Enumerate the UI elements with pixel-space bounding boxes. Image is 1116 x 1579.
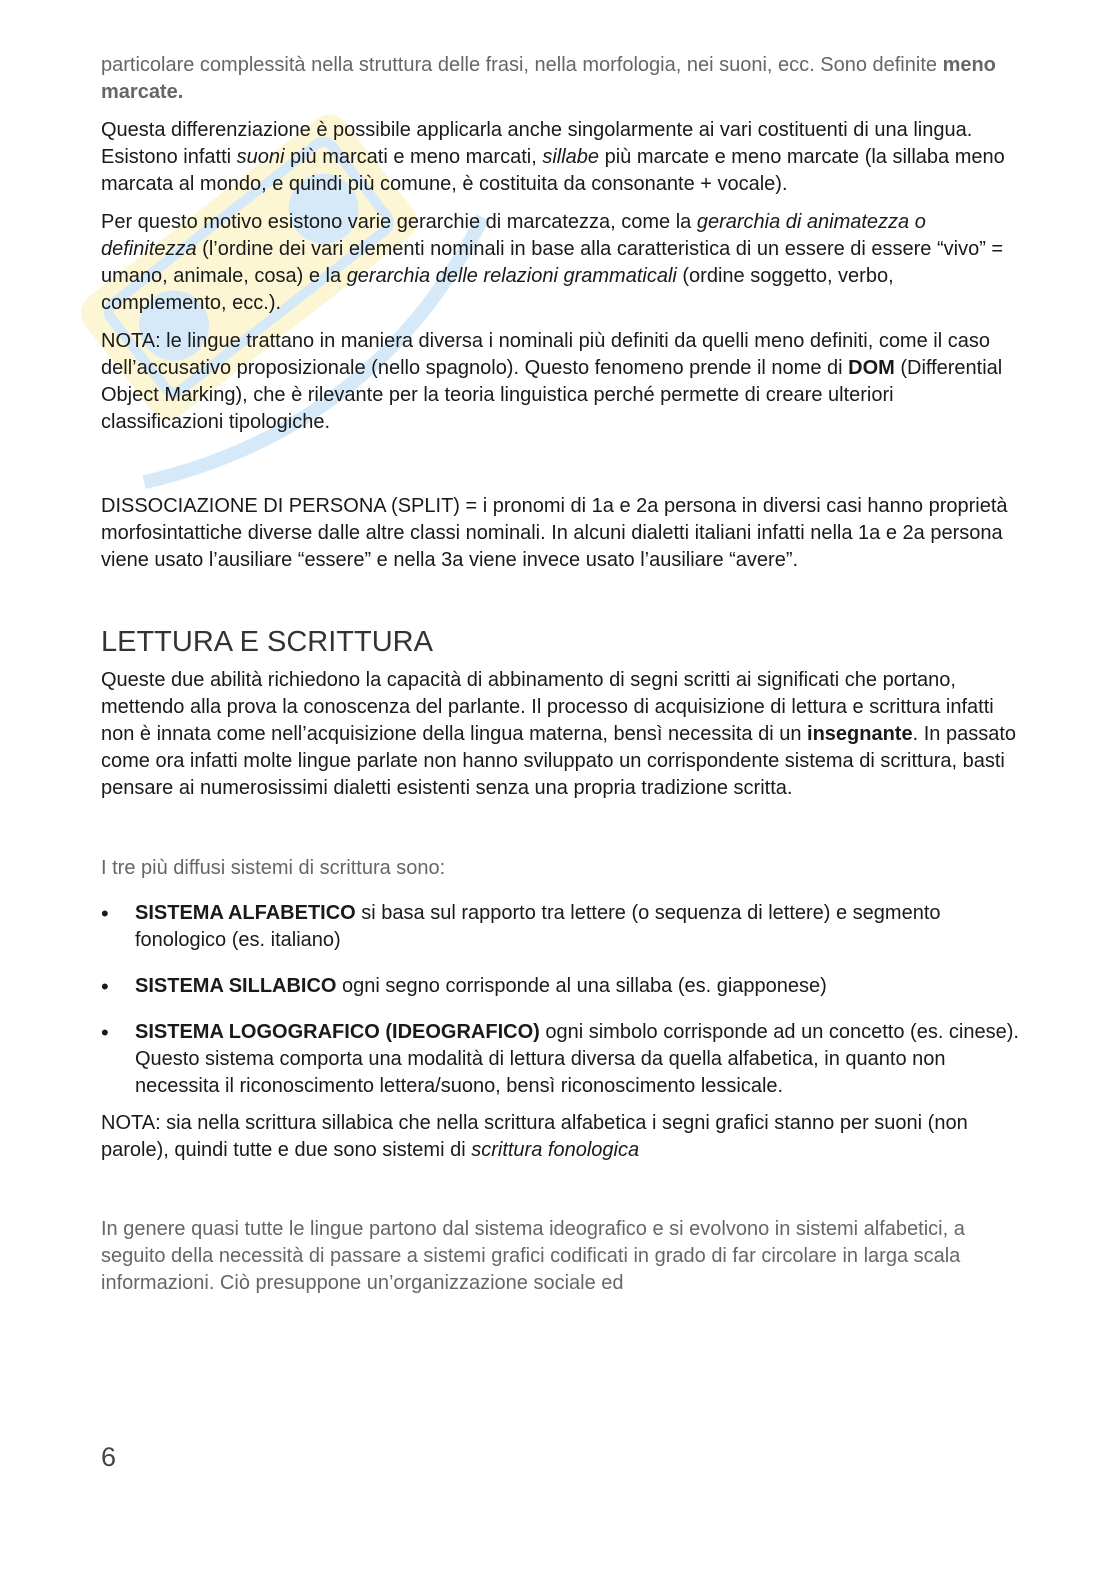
text-run: NOTA: sia nella scrittura sillabica che nella scrittura alfabetica i segni grafici stanno per suoni (non parole), quindi tutte e due sono sistemi di — [101, 1112, 968, 1161]
text-run: (Differential Object Marking), che è rilevante per la teoria linguistica perché permette di creare ulteriori classificazioni tipologiche. — [101, 357, 1003, 433]
text-run: . In passato come ora infatti molte lingue parlate non hanno sviluppato un corrispondente sistema di scrittura, basti pensare ai numerosissimi dialetti esistenti senza una propria tradizione scritta. — [101, 723, 1016, 799]
list-item — [101, 900, 1021, 954]
paragraph-evolution: In genere quasi tutte le lingue partono dal sistema ideografico e si evolvono in sistemi alfabetici, a seguito della necessità di passare a sistemi grafici codificati in grado di far circolare in larga scala informazioni. Ciò presuppone un’organizzazione sociale ed — [101, 1218, 965, 1294]
paragraph-split: DISSOCIAZIONE DI PERSONA (SPLIT) = i pronomi di 1a e 2a persona in diversi casi hanno proprietà morfosintattiche diverse dalle altre classi nominali. In alcuni dialetti italiani infatti nella 1a e 2a persona viene usato l’ausiliare “essere” e nella 3a viene invece usato l’ausiliare “avere”. — [101, 495, 1008, 571]
list-item — [101, 1019, 1021, 1100]
italic-term: suoni — [236, 146, 285, 168]
paragraph-systems-intro: I tre più diffusi sistemi di scrittura sono: — [101, 857, 446, 879]
text-run: Questa differenziazione è possibile applicarla anche singolarmente ai vari costituenti di una lingua. Esistono infatti — [101, 119, 973, 168]
text-run: si basa sul rapporto tra lettere (o sequenza di lettere) e segmento fonologico (es. italiano) — [135, 902, 941, 951]
italic-term: sillabe — [542, 146, 600, 168]
text-run: NOTA: le lingue trattano in maniera diversa i nominali più definiti da quelli meno definiti, come il caso dell’accusativo proposizionale (nello spagnolo). Questo fenomeno prende il nome di — [101, 330, 990, 379]
document-page — [101, 52, 1021, 1297]
bold-term: meno marcate. — [101, 54, 996, 103]
text-run: più marcati e meno marcati, — [284, 146, 543, 168]
paragraph-hierarchies — [101, 209, 1021, 317]
text-run: Queste due abilità richiedono la capacità di abbinamento di segni scritti ai significati che portano, mettendo alla prova la conoscenza del parlante. Il processo di acquisizione di lettura e scrittura infatti non è innata come nell’acquisizione della lingua materna, bensì necessita di un — [101, 669, 994, 745]
paragraph-differentiation — [101, 117, 1021, 198]
bold-term: SISTEMA LOGOGRAFICO (IDEOGRAFICO) — [135, 1021, 540, 1043]
page-number: 6 — [101, 1442, 117, 1472]
paragraph-note-dom — [101, 328, 1021, 436]
italic-term: gerarchia di animatezza o definitezza — [101, 211, 926, 260]
bullet-icon: • — [101, 974, 109, 999]
text-run: ogni segno corrisponde al una sillaba (es. giapponese) — [336, 975, 827, 997]
paragraph-markedness-end — [101, 52, 1021, 106]
bullet-icon: • — [101, 1020, 109, 1045]
text-run: Per questo motivo esistono varie gerarchie di marcatezza, come la — [101, 211, 697, 233]
writing-systems-list — [101, 900, 1021, 1100]
bold-term: DOM — [848, 357, 895, 379]
italic-term: scrittura fonologica — [471, 1139, 640, 1161]
bold-term: insegnante — [807, 723, 913, 745]
bold-term: SISTEMA SILLABICO — [135, 975, 337, 997]
paragraph-reading-writing — [101, 667, 1021, 802]
text-run: più marcate e meno marcate (la sillaba meno marcata al mondo, e quindi più comune, è costituita da consonante + vocale). — [101, 146, 1005, 195]
bold-term: SISTEMA ALFABETICO — [135, 902, 356, 924]
text-run: (l’ordine dei vari elementi nominali in base alla caratteristica di un essere di essere “vivo” = umano, animale, cosa) e la — [101, 238, 1004, 287]
text-run: (ordine soggetto, verbo, complemento, ecc.). — [101, 265, 894, 314]
list-item — [101, 973, 1021, 1000]
text-run: particolare complessità nella struttura delle frasi, nella morfologia, nei suoni, ecc. Sono definite — [101, 54, 943, 76]
italic-term: gerarchia delle relazioni grammaticali — [346, 265, 677, 287]
section-heading: LETTURA E SCRITTURA — [101, 626, 433, 658]
bullet-icon: • — [101, 901, 109, 926]
text-run: ogni simbolo corrisponde ad un concetto (es. cinese). Questo sistema comporta una modalità di lettura diversa da quella alfabetica, in quanto non necessita il riconoscimento lettera/suono, bensì riconoscimento lessicale. — [135, 1021, 1019, 1097]
paragraph-note-phonological — [101, 1110, 1021, 1164]
